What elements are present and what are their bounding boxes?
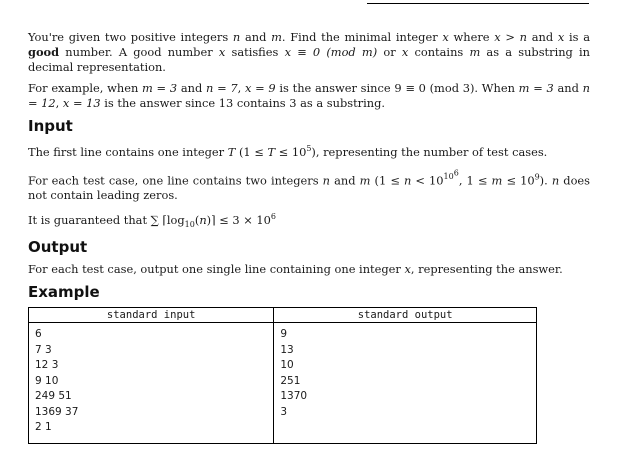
input-line: 12 3 — [35, 359, 59, 372]
output-line: 251 — [280, 374, 301, 387]
example-table — [28, 307, 537, 444]
output-paragraph-1: For each test case, output one single line containing one integer x, representing the answer. — [28, 262, 563, 277]
output-line: 10 — [280, 359, 294, 372]
input-line: 2 1 — [35, 421, 52, 434]
example-heading: Example — [28, 283, 100, 302]
output-line: 13 — [280, 343, 294, 356]
output-line: 3 — [280, 405, 288, 418]
input-line: 6 — [35, 328, 42, 341]
output-line: 9 — [280, 328, 288, 341]
example-output-cell — [274, 323, 537, 444]
legend-paragraph-1: You're given two positive integers n and m. Find the minimal integer x where x > n and x is a good number. A good number x satisfies x ≡ 0 (mod m) or x contains m as a substring in decimal representation. — [28, 30, 591, 74]
top-rule — [367, 3, 589, 4]
legend-paragraph-2: For example, when m = 3 and n = 7, x = 9 is the answer since 9 ≡ 0 (mod 3). When m = 3 and n = 12, x = 13 is the answer since 13 contains 3 as a substring. — [28, 81, 590, 110]
input-line: 249 51 — [35, 390, 72, 403]
standard-input-header: standard input — [29, 308, 274, 323]
input-paragraph-3: It is guaranteed that ∑ $⌈\log_{10}(n)⌉ \le 3 \times 10^6$ — [28, 212, 276, 230]
input-line: 1369 37 — [35, 405, 79, 418]
input-line: 7 3 — [35, 343, 52, 356]
input-paragraph-2: For each test case, one line contains two integers n and m ($1 \le n < 10^{10^6}$, $1 \le m \le 10^9$). n does not contain leading zeros. — [28, 168, 591, 203]
problem-statement — [28, 30, 590, 444]
input-paragraph-1: The first line contains one integer T $(1 \le T \le 10^5)$, representing the number of test cases. — [28, 144, 548, 159]
example-input-cell — [29, 323, 274, 444]
output-heading: Output — [28, 238, 88, 257]
input-heading: Input — [28, 117, 73, 135]
input-line: 9 10 — [35, 374, 59, 387]
output-line: 1370 — [280, 390, 308, 403]
standard-output-header: standard output — [274, 308, 537, 323]
good-term: good — [28, 45, 60, 59]
